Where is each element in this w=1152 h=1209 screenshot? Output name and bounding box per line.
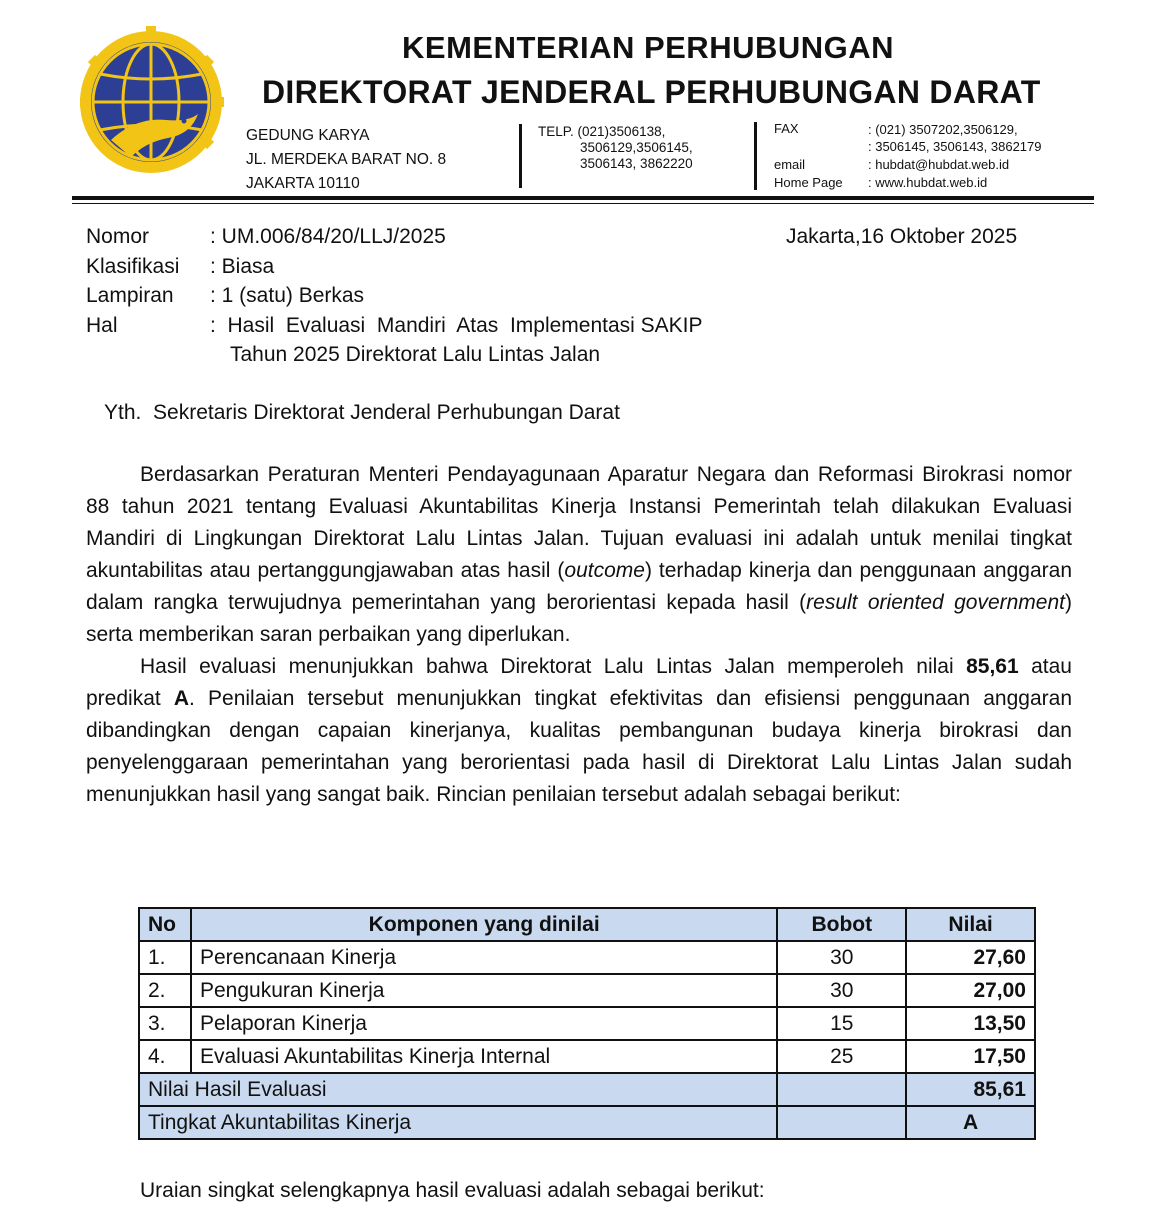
- fax-numbers-2: : 3506145, 3506143, 3862179: [868, 139, 1042, 154]
- cell-komponen: Perencanaan Kinerja: [191, 941, 777, 974]
- telephone-block: [538, 124, 693, 172]
- header-bobot: Bobot: [777, 908, 906, 941]
- cell-bobot: 15: [777, 1007, 906, 1040]
- closing-sentence: Uraian singkat selengkapnya hasil evaluasi adalah sebagai berikut:: [140, 1179, 765, 1202]
- klasifikasi-label: Klasifikasi: [86, 254, 180, 278]
- italic-term: result oriented government: [806, 591, 1065, 614]
- grade-label: Tingkat Akuntabilitas Kinerja: [139, 1106, 777, 1139]
- header-komponen: Komponen yang dinilai: [191, 908, 777, 941]
- lampiran-value: : 1 (satu) Berkas: [210, 284, 365, 307]
- evaluation-table: [138, 907, 1036, 1140]
- cell-bobot: 30: [777, 941, 906, 974]
- recipient: Yth. Sekretaris Direktorat Jenderal Perhubungan Darat: [104, 401, 620, 424]
- text: . Penilaian tersebut menunjukkan tingkat efektivitas dan efisiensi penggunaan anggaran dibandingkan dengan capaian kinerjanya, kualitas pembangunan budaya kinerja birokrasi dan penyelenggaraan pemerintahan yang berorientasi pada hasil di Direktorat Lalu Lintas Jalan sudah menunjukkan hasil yang sangat baik. Rincian penilaian tersebut adalah sebagai berikut:: [86, 687, 1072, 806]
- cell-komponen: Evaluasi Akuntabilitas Kinerja Internal: [191, 1040, 777, 1073]
- address-line: GEDUNG KARYA: [246, 127, 370, 144]
- text: Berdasarkan Peraturan Menteri Pendayagunaan Aparatur Negara dan Reformasi Birokrasi nomor 88 tahun 2021 tentang Evaluasi Akuntabilitas Kinerja Instansi Pemerintah telah dilakukan Evaluasi Mandiri di Lingkungan Direktorat Lalu Lintas Jalan. Tujuan evaluasi ini adalah untuk menilai tingkat akuntabilitas atau pertanggungjawaban atas hasil (: [86, 463, 1072, 582]
- header-no: No: [139, 908, 191, 941]
- ministry-logo: [76, 22, 226, 182]
- cell-bobot: 30: [777, 974, 906, 1007]
- address-line: JAKARTA 10110: [246, 175, 360, 192]
- divider: [519, 124, 522, 188]
- cell-komponen: Pengukuran Kinerja: [191, 974, 777, 1007]
- homepage-label: Home Page: [774, 175, 843, 190]
- text: Hasil evaluasi menunjukkan bahwa Direktorat Lalu Lintas Jalan memperoleh nilai: [140, 655, 967, 678]
- telp-line: 3506143, 3862220: [580, 156, 693, 171]
- cell-no: 3.: [139, 1007, 191, 1040]
- text: ) terhadap kinerja dan penggunaan anggaran dalam rangka terwujudnya pemerintahan yang berorientasi kepada hasil (: [86, 559, 1072, 614]
- paragraph-1: [86, 459, 1072, 651]
- letterhead-rule: [72, 196, 1094, 200]
- cell-komponen: Pelaporan Kinerja: [191, 1007, 777, 1040]
- text: atau predikat: [86, 655, 1072, 710]
- email-value: : hubdat@hubdat.web.id: [868, 157, 1010, 172]
- total-label: Nilai Hasil Evaluasi: [139, 1073, 777, 1106]
- grade-value: A: [906, 1106, 1035, 1139]
- nomor-label: Nomor: [86, 225, 150, 248]
- letterhead-rule-thin: [72, 203, 1094, 204]
- fax-label: FAX: [774, 121, 799, 136]
- text: ) serta memberikan saran perbaikan yang diperlukan.: [86, 591, 1072, 646]
- cell-nilai: 27,00: [906, 974, 1035, 1007]
- total-row: [139, 1073, 1035, 1106]
- office-address: [246, 124, 446, 196]
- table-header-row: [139, 908, 1035, 941]
- cell-no: 1.: [139, 941, 191, 974]
- nomor-value: : UM.006/84/20/LLJ/2025: [210, 225, 446, 248]
- klasifikasi-value: : Biasa: [210, 254, 275, 278]
- divider: [754, 122, 757, 190]
- fax-numbers: : (021) 3507202,3506129,: [868, 122, 1018, 137]
- score: 85,61: [966, 655, 1019, 678]
- meta-labels: [86, 222, 179, 340]
- italic-term: outcome: [564, 559, 645, 582]
- lampiran-label: Lampiran: [86, 284, 174, 307]
- paragraph-2: [86, 651, 1072, 811]
- meta-values: [210, 222, 703, 370]
- directorate-name: DIREKTORAT JENDERAL PERHUBUNGAN DARAT: [262, 74, 1041, 110]
- cell-nilai: 17,50: [906, 1040, 1035, 1073]
- grade-empty: [777, 1106, 906, 1139]
- homepage-value: : www.hubdat.web.id: [868, 175, 988, 190]
- email-label: email: [774, 157, 806, 172]
- hal-value: : Hasil Evaluasi Mandiri Atas Implementasi SAKIP: [210, 313, 703, 337]
- address-line: JL. MERDEKA BARAT NO. 8: [246, 151, 447, 168]
- hal-value-2: Tahun 2025 Direktorat Lalu Lintas Jalan: [230, 343, 601, 366]
- cell-no: 2.: [139, 974, 191, 1007]
- table-row: [139, 941, 1035, 974]
- header-nilai: Nilai: [906, 908, 1035, 941]
- hal-label: Hal: [86, 313, 118, 337]
- grade-row: [139, 1106, 1035, 1139]
- cell-no: 4.: [139, 1040, 191, 1073]
- table-row: [139, 1040, 1035, 1073]
- letter-body: [86, 459, 1072, 811]
- ministry-name: KEMENTERIAN PERHUBUNGAN: [402, 30, 895, 65]
- telp-line: TELP. (021)3506138,: [538, 124, 666, 139]
- cell-nilai: 27,60: [906, 941, 1035, 974]
- total-empty: [777, 1073, 906, 1106]
- grade: A: [173, 687, 190, 710]
- table-row: [139, 974, 1035, 1007]
- total-value: 85,61: [906, 1073, 1035, 1106]
- table-row: [139, 1007, 1035, 1040]
- letter-date: Jakarta,16 Oktober 2025: [786, 225, 1018, 248]
- telp-line: 3506129,3506145,: [580, 140, 693, 155]
- cell-nilai: 13,50: [906, 1007, 1035, 1040]
- cell-bobot: 25: [777, 1040, 906, 1073]
